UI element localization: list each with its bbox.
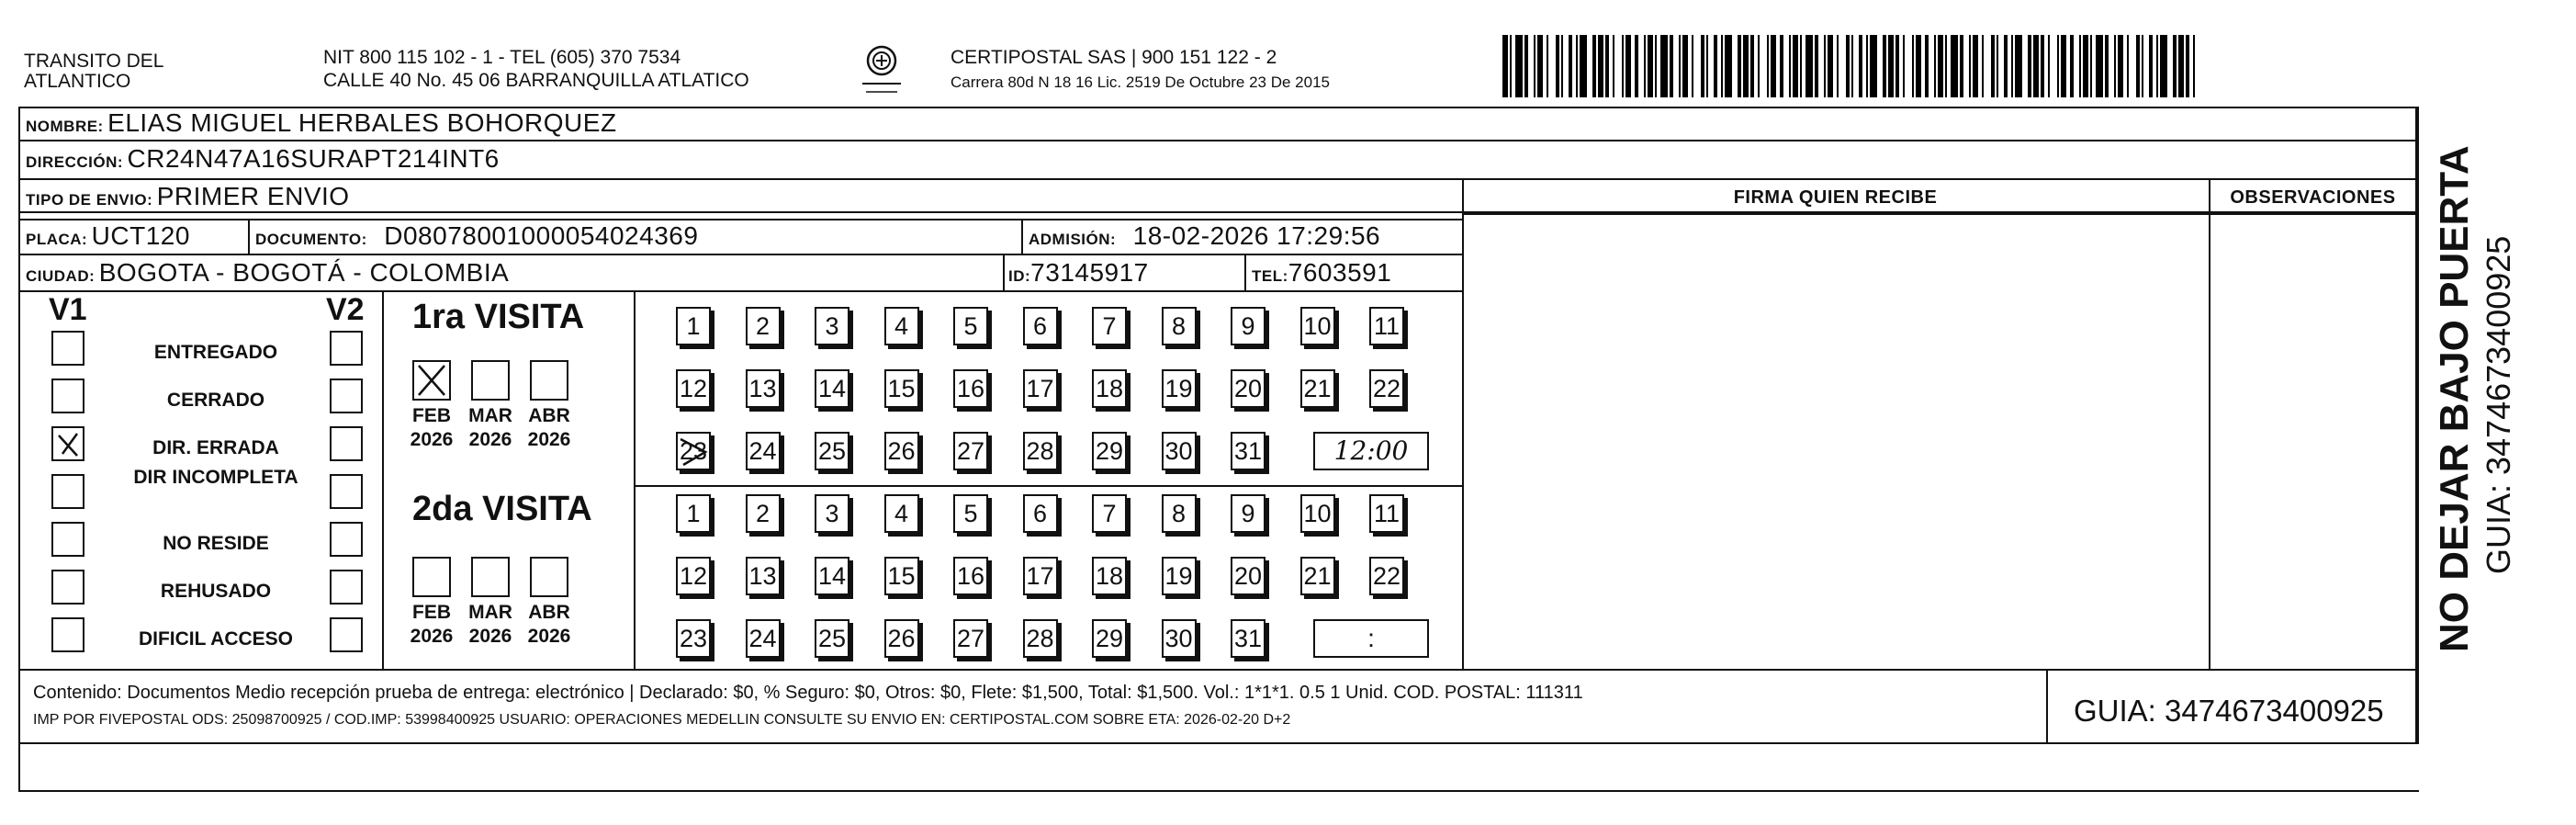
first-visit-day-8[interactable]: 8 [1162, 307, 1197, 345]
first-visit-day-30[interactable]: 30 [1162, 432, 1197, 470]
first-visit-month-caption [467, 404, 514, 452]
observations-header: OBSERVACIONES [2230, 187, 2396, 208]
first-visit-day-10[interactable]: 10 [1300, 307, 1335, 345]
admission-value: 18-02-2026 17:29:56 [1132, 221, 1381, 250]
first-visit-day-20[interactable]: 20 [1231, 369, 1266, 408]
first-visit-day-4[interactable]: 4 [884, 307, 919, 345]
carrier-name: CERTIPOSTAL SAS | 900 151 122 - 2 [951, 47, 1277, 68]
barcode-bar [1515, 35, 1523, 97]
second-visit-day-5[interactable]: 5 [953, 494, 988, 533]
second-visit-month-caption [525, 601, 573, 649]
footer-guide-number: GUIA: 3474673400925 [2074, 694, 2384, 728]
first-visit-day-31[interactable]: 31 [1231, 432, 1266, 470]
barcode-bar [1725, 35, 1732, 97]
first-visit-month-box-feb[interactable] [412, 360, 451, 401]
second-visit-day-20[interactable]: 20 [1231, 557, 1266, 595]
first-visit-day-14[interactable]: 14 [815, 369, 849, 408]
v2-checkbox-dir-incompleta[interactable] [330, 474, 363, 509]
barcode-bar [2160, 35, 2167, 97]
second-visit-day-1[interactable]: 1 [676, 494, 711, 533]
second-visit-day-14[interactable]: 14 [815, 557, 849, 595]
barcode-space [1984, 35, 1991, 97]
barcode-space [1693, 35, 1701, 97]
first-visit-day-28[interactable]: 28 [1023, 432, 1058, 470]
first-visit-day-27[interactable]: 27 [953, 432, 988, 470]
certipostal-logo [859, 44, 905, 97]
first-visit-month-year: 2026 [410, 429, 454, 450]
first-visit-day-9[interactable]: 9 [1231, 307, 1266, 345]
barcode-bar [1660, 35, 1668, 97]
second-visit-day-22[interactable]: 22 [1369, 557, 1404, 595]
second-visit-month-box-mar[interactable] [471, 557, 510, 597]
first-visit-day-29[interactable]: 29 [1092, 432, 1127, 470]
second-visit-day-3[interactable]: 3 [815, 494, 849, 533]
second-visit-month-box-feb[interactable] [412, 557, 451, 597]
tel-value: 7603591 [1288, 258, 1392, 287]
admission-cell [1029, 220, 1380, 256]
sender-name-line1: TRANSITO DEL [24, 51, 164, 72]
option-label-dir-errada: DIR. ERRADA [152, 437, 279, 458]
v2-checkbox-cerrado[interactable] [330, 379, 363, 413]
first-visit-month-year: 2026 [527, 429, 571, 450]
id-value: 73145917 [1030, 258, 1149, 287]
first-visit-day-25[interactable]: 25 [815, 432, 849, 470]
v1-checkbox-cerrado[interactable] [51, 379, 84, 413]
v1-checkbox-entregado[interactable] [51, 331, 84, 366]
first-visit-month-box-abr[interactable] [530, 360, 568, 401]
logo-caption [836, 81, 928, 86]
second-visit-month-box-abr[interactable] [530, 557, 568, 597]
address-label: DIRECCIÓN: [26, 153, 124, 171]
frame-bottom-line [18, 790, 2419, 792]
v1-checkbox-dir-incompleta[interactable] [51, 474, 84, 509]
v1-checkbox-rehusado[interactable] [51, 570, 84, 605]
second-visit-month-year: 2026 [410, 626, 454, 647]
document-cell [255, 220, 698, 256]
second-visit-day-23[interactable]: 23 [676, 619, 711, 658]
option-label-dificil-acceso: DIFICIL ACCESO [138, 628, 293, 650]
plate-label: PLACA: [26, 231, 88, 248]
first-visit-day-26[interactable]: 26 [884, 432, 919, 470]
second-visit-month-caption [467, 601, 514, 649]
second-visit-day-4[interactable]: 4 [884, 494, 919, 533]
second-visit-day-6[interactable]: 6 [1023, 494, 1058, 533]
first-visit-day-7[interactable]: 7 [1092, 307, 1127, 345]
id-label: ID: [1008, 267, 1031, 285]
carrier-address: Carrera 80d N 18 16 Lic. 2519 De Octubre 23 De 2015 [951, 73, 1330, 91]
barcode-space [2129, 35, 2136, 97]
second-visit-day-25[interactable]: 25 [815, 619, 849, 658]
first-visit-month-year: 2026 [468, 429, 512, 450]
send-type: PRIMER ENVIO [156, 182, 350, 210]
guide-barcode [1502, 35, 2202, 97]
second-visit-day-31[interactable]: 31 [1231, 619, 1266, 658]
sender-address: CALLE 40 No. 45 06 BARRANQUILLA ATLATICO [323, 70, 749, 91]
v2-checkbox-entregado[interactable] [330, 331, 363, 366]
second-visit-month-caption [408, 601, 456, 649]
option-label-rehusado: REHUSADO [160, 581, 272, 602]
document-value: D08078001000054024369 [384, 221, 699, 250]
second-visit-day-28[interactable]: 28 [1023, 619, 1058, 658]
contents-line: Contenido: Documentos Medio recepción prueba de entrega: electrónico | Declarado: $0, % Seguro: $0, Otros: $0, Flete: $1,500, Total: $1,500. Vol.: 1*1*1. 0.5 1 Unid. COD. POSTAL: 111311 [33, 683, 1583, 703]
second-visit-time: : [1313, 619, 1429, 658]
second-visit-day-12[interactable]: 12 [676, 557, 711, 595]
second-visit-day-16[interactable]: 16 [953, 557, 988, 595]
first-visit-day-19[interactable]: 19 [1162, 369, 1197, 408]
barcode-space [2050, 35, 2057, 97]
second-visit-day-21[interactable]: 21 [1300, 557, 1335, 595]
first-visit-month-caption [408, 404, 456, 452]
second-visit-day-26[interactable]: 26 [884, 619, 919, 658]
check-mark-icon [53, 428, 83, 459]
first-visit-title: 1ra VISITA [412, 298, 585, 336]
frame-left-extension [18, 744, 20, 790]
first-visit-day-5[interactable]: 5 [953, 307, 988, 345]
send-type-row [26, 181, 350, 217]
v1-checkbox-dificil-acceso[interactable] [51, 617, 84, 652]
admission-label: ADMISIÓN: [1029, 231, 1117, 248]
first-visit-month-box-mar[interactable] [471, 360, 510, 401]
cross-mark-icon [414, 362, 449, 399]
day-mark-icon [678, 434, 709, 469]
second-visit-day-11[interactable]: 11 [1369, 494, 1404, 533]
first-visit-day-22[interactable]: 22 [1369, 369, 1404, 408]
name-label: NOMBRE: [26, 118, 104, 135]
recipient-name: ELIAS MIGUEL HERBALES BOHORQUEZ [107, 108, 617, 137]
barcode-bar [2015, 35, 2022, 97]
first-visit-day-16[interactable]: 16 [953, 369, 988, 408]
first-visit-day-17[interactable]: 17 [1023, 369, 1058, 408]
second-visit-day-17[interactable]: 17 [1023, 557, 1058, 595]
first-visit-day-2[interactable]: 2 [746, 307, 781, 345]
second-visit-month-year: 2026 [468, 626, 512, 647]
v2-header: V2 [326, 292, 365, 327]
option-label-dir-incompleta: DIR INCOMPLETA [133, 467, 298, 488]
option-label-cerrado: CERRADO [166, 390, 265, 411]
signature-header: FIRMA QUIEN RECIBE [1733, 187, 1938, 208]
city-label: CIUDAD: [26, 267, 96, 285]
first-visit-month-label: ABR [528, 405, 570, 426]
second-visit-day-9[interactable]: 9 [1231, 494, 1266, 533]
v2-checkbox-dir-errada[interactable] [330, 426, 363, 461]
barcode-space [1905, 35, 1912, 97]
recipient-address-row [26, 143, 500, 179]
city-cell [26, 257, 509, 293]
barcode-space [1760, 35, 1767, 97]
sender-nit-tel: NIT 800 115 102 - 1 - TEL (605) 370 7534 [323, 47, 681, 68]
second-visit-day-2[interactable]: 2 [746, 494, 781, 533]
v2-checkbox-rehusado[interactable] [330, 570, 363, 605]
v1-checkbox-no-reside[interactable] [51, 522, 84, 557]
document-label: DOCUMENTO: [255, 231, 367, 248]
v1-checkbox-dir-errada[interactable] [51, 426, 84, 461]
tel-cell [1252, 257, 1391, 293]
recipient-address: CR24N47A16SURAPT214INT6 [127, 144, 500, 173]
print-info-line: IMP POR FIVEPOSTAL ODS: 25098700925 / COD.IMP: 53998400925 USUARIO: OPERACIONES MEDELLIN CONSULTE SU ENVIO EN: CERTIPOSTAL.COM SOBRE ETA: 2026-02-20 D+2 [33, 712, 1291, 728]
tel-label: TEL: [1252, 267, 1288, 285]
first-visit-month-label: MAR [468, 405, 512, 426]
first-visit-day-1[interactable]: 1 [676, 307, 711, 345]
second-visit-day-18[interactable]: 18 [1092, 557, 1127, 595]
barcode-bar [1870, 35, 1877, 97]
second-visit-month-label: ABR [528, 602, 570, 623]
barcode-bar [2096, 35, 2103, 97]
second-visit-day-27[interactable]: 27 [953, 619, 988, 658]
first-visit-month-label: FEB [412, 405, 451, 426]
second-visit-day-24[interactable]: 24 [746, 619, 781, 658]
second-visit-month-label: MAR [468, 602, 512, 623]
plate-value: UCT120 [91, 221, 190, 250]
first-visit-day-3[interactable]: 3 [815, 307, 849, 345]
second-visit-day-19[interactable]: 19 [1162, 557, 1197, 595]
first-visit-day-24[interactable]: 24 [746, 432, 781, 470]
send-type-label: TIPO DE ENVIO: [26, 191, 153, 209]
second-visit-day-30[interactable]: 30 [1162, 619, 1197, 658]
second-visit-title: 2da VISITA [412, 490, 592, 528]
first-visit-day-21[interactable]: 21 [1300, 369, 1335, 408]
v2-checkbox-no-reside[interactable] [330, 522, 363, 557]
first-visit-day-12[interactable]: 12 [676, 369, 711, 408]
second-visit-day-13[interactable]: 13 [746, 557, 781, 595]
second-visit-day-10[interactable]: 10 [1300, 494, 1335, 533]
first-visit-day-18[interactable]: 18 [1092, 369, 1127, 408]
barcode-space [1839, 35, 1846, 97]
city-value: BOGOTA - BOGOTÁ - COLOMBIA [98, 258, 510, 287]
second-visit-day-7[interactable]: 7 [1092, 494, 1127, 533]
second-visit-month-label: FEB [412, 602, 451, 623]
first-visit-day-15[interactable]: 15 [884, 369, 919, 408]
v1-header: V1 [49, 292, 87, 327]
option-label-no-reside: NO RESIDE [163, 533, 269, 554]
first-visit-time: 12:00 [1313, 432, 1429, 470]
barcode-space [1548, 35, 1556, 97]
barcode-bar [1951, 35, 1958, 97]
first-visit-day-13[interactable]: 13 [746, 369, 781, 408]
second-visit-day-29[interactable]: 29 [1092, 619, 1127, 658]
id-cell [1008, 257, 1149, 293]
sender-name-line2: ATLANTICO [24, 71, 131, 92]
second-visit-day-8[interactable]: 8 [1162, 494, 1197, 533]
barcode-space [2195, 35, 2202, 97]
first-visit-month-caption [525, 404, 573, 452]
plate-cell [26, 220, 190, 256]
recipient-name-row [26, 107, 617, 143]
first-visit-day-23[interactable]: 23 [676, 432, 711, 470]
barcode-space [1614, 35, 1622, 97]
barcode-bar [1805, 35, 1813, 97]
barcode-bar [1580, 35, 1587, 97]
side-guide-number: GUIA: 3474673400925 [2480, 235, 2517, 574]
option-label-entregado: ENTREGADO [153, 342, 278, 363]
first-visit-day-6[interactable]: 6 [1023, 307, 1058, 345]
second-visit-month-year: 2026 [527, 626, 571, 647]
first-visit-day-11[interactable]: 11 [1369, 307, 1404, 345]
second-visit-day-15[interactable]: 15 [884, 557, 919, 595]
v2-checkbox-dificil-acceso[interactable] [330, 617, 363, 652]
no-under-door-notice: NO DEJAR BAJO PUERTA [2432, 145, 2477, 652]
